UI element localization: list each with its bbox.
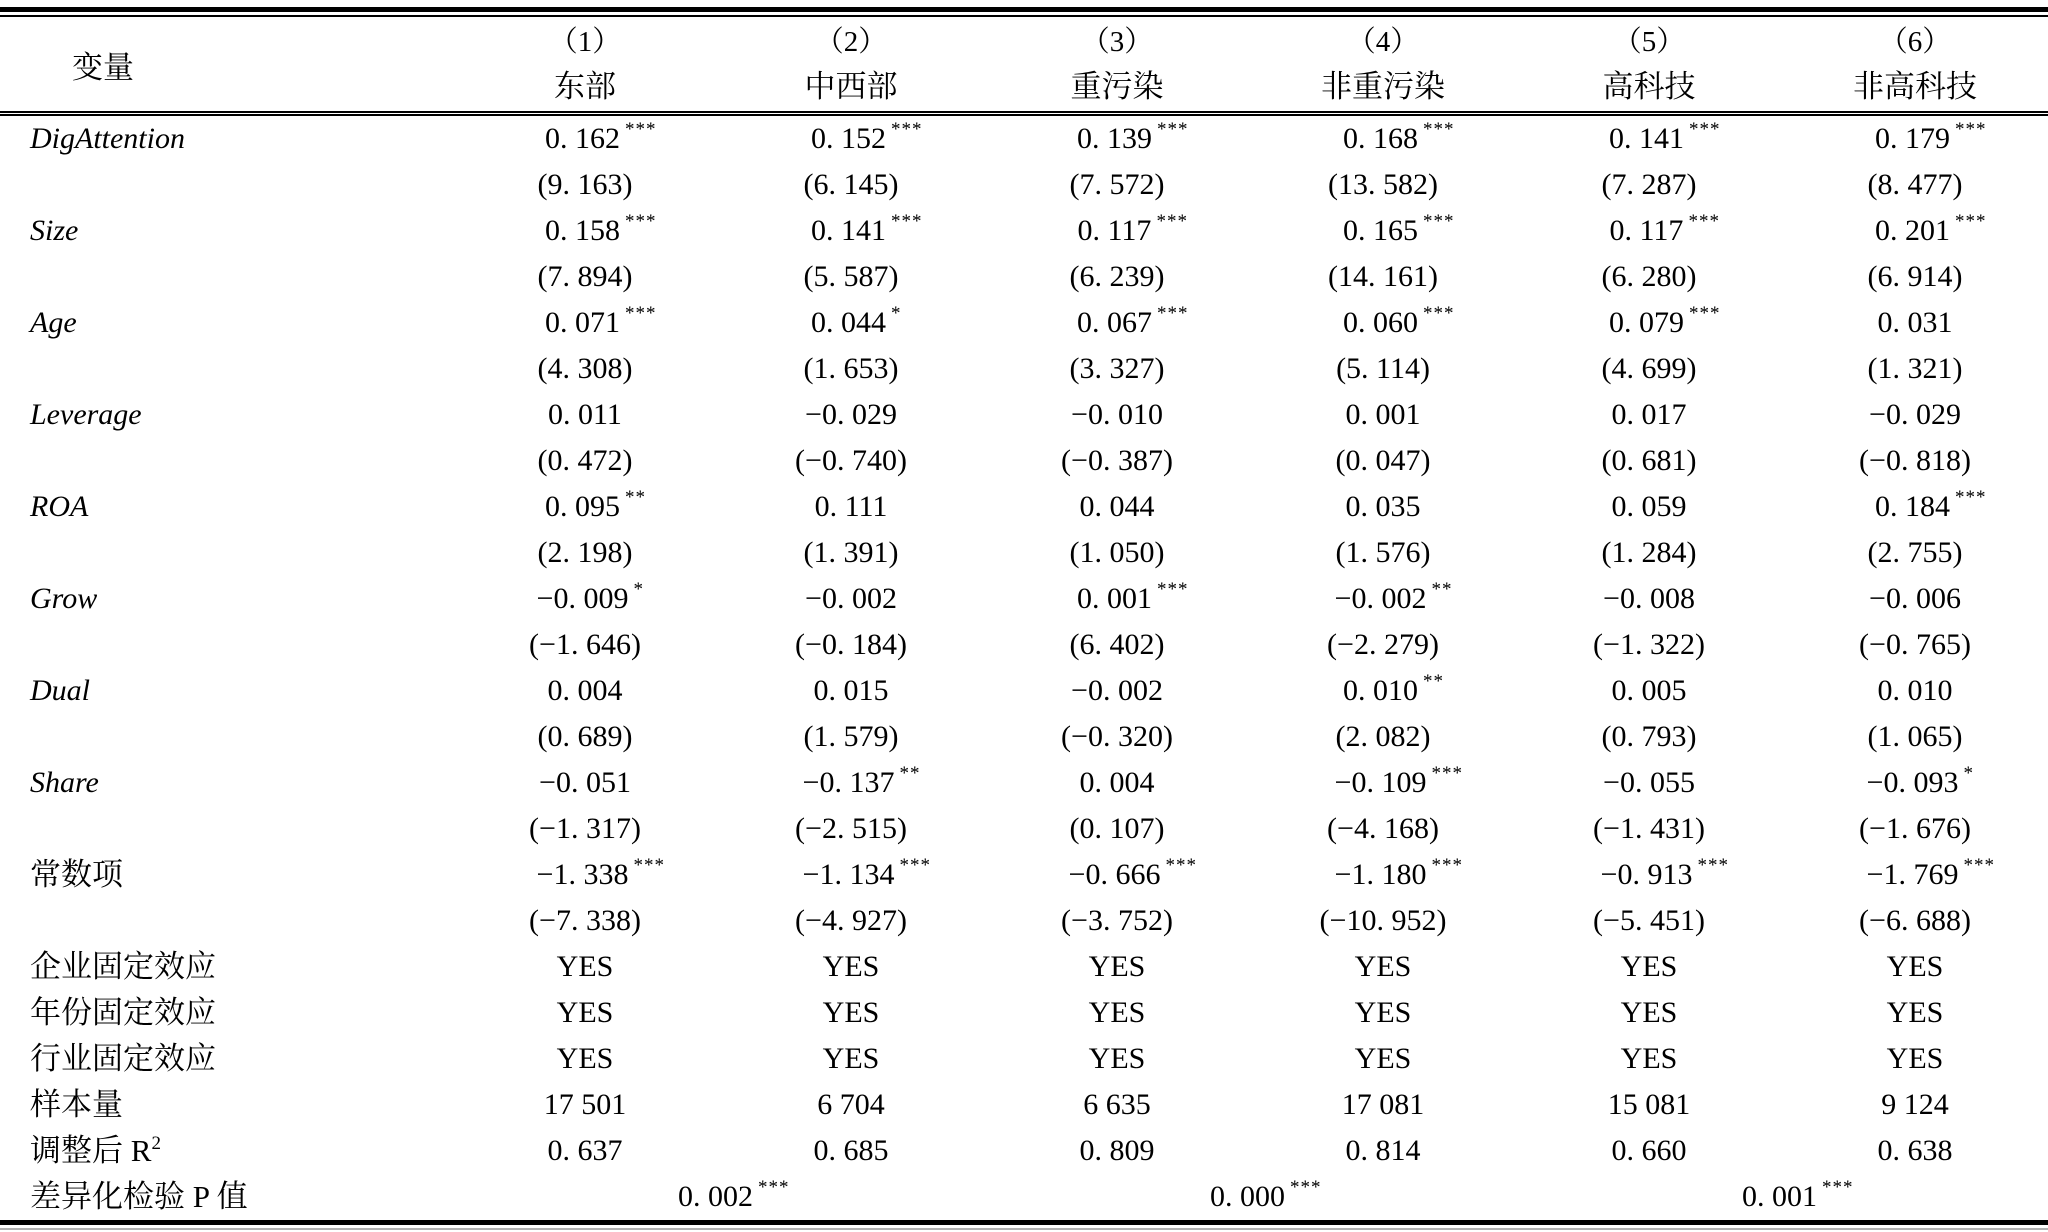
coefficient-cell: 0. 117 *** (1077, 211, 1188, 247)
stat-label: 样本量 (30, 1087, 123, 1122)
stat-cell: YES (822, 1042, 880, 1075)
tstat-cell: (1. 653) (803, 352, 899, 385)
stat-cell: YES (1354, 996, 1412, 1029)
coefficient-cell: 0. 015 (813, 674, 889, 707)
header-col-5 (1516, 17, 1782, 114)
header-col-2 (718, 17, 984, 114)
stat-label: 年份固定效应 (30, 995, 216, 1030)
tstat-cell: (−1. 317) (529, 812, 641, 845)
coefficient-cell: −0. 009 * (536, 579, 644, 615)
column-number: （6） (1878, 26, 1952, 58)
coefficient-cell: −0. 109 *** (1334, 763, 1463, 799)
stat-cell: YES (1886, 1042, 1944, 1075)
tstat-cell: (−0. 387) (1061, 444, 1173, 477)
column-label: 非重污染 (1321, 69, 1445, 104)
tstat-cell: (−10. 952) (1319, 904, 1447, 937)
tstat-cell: (7. 287) (1601, 168, 1697, 201)
tstat-cell: (−0. 818) (1859, 444, 1971, 477)
stat-row (0, 1036, 2048, 1082)
p-value-cell: 0. 000 *** (1210, 1177, 1322, 1213)
variable-label: DigAttention (30, 122, 185, 155)
coefficient-row (0, 484, 2048, 530)
coefficient-cell: 0. 031 (1877, 306, 1953, 339)
variable-label: Share (30, 766, 99, 799)
tstat-cell: (2. 198) (537, 536, 633, 569)
coefficient-cell: 0. 001 *** (1077, 579, 1189, 615)
coefficient-cell: 0. 201 *** (1875, 211, 1987, 247)
column-number: （3） (1080, 26, 1154, 58)
tstat-cell: (8. 477) (1867, 168, 1963, 201)
tstat-row (0, 438, 2048, 484)
bottom-rule-shadow (0, 1228, 2048, 1230)
tstat-cell: (13. 582) (1328, 168, 1438, 201)
stat-cell: YES (1354, 1042, 1412, 1075)
tstat-cell: (3. 327) (1069, 352, 1165, 385)
coefficient-cell: 0. 060 *** (1343, 303, 1455, 339)
coefficient-cell: −0. 093 * (1866, 763, 1974, 799)
column-number: （4） (1346, 26, 1420, 58)
coefficient-cell: −0. 006 (1869, 582, 1961, 615)
stat-cell: YES (1088, 950, 1146, 983)
coefficient-cell: −0. 002 (805, 582, 897, 615)
stat-cell: 0. 814 (1345, 1134, 1421, 1167)
coefficient-cell: −0. 008 (1603, 582, 1695, 615)
column-number: （2） (814, 26, 888, 58)
tstat-cell: (6. 280) (1601, 260, 1697, 293)
header-col-1 (452, 17, 718, 114)
coefficient-cell: 0. 095 ** (545, 487, 646, 523)
coefficient-cell: 0. 059 (1611, 490, 1687, 523)
coefficient-cell: 0. 111 (814, 490, 888, 523)
stat-label: 行业固定效应 (30, 1041, 216, 1076)
tstat-cell: (1. 391) (803, 536, 899, 569)
coefficient-cell: 0. 079 *** (1609, 303, 1721, 339)
stat-cell: YES (1620, 996, 1678, 1029)
tstat-cell: (1. 050) (1069, 536, 1165, 569)
coefficient-cell: 0. 152 *** (811, 119, 923, 155)
column-label: 高科技 (1602, 69, 1696, 104)
stat-row (0, 1128, 2048, 1174)
tstat-cell: (2. 755) (1867, 536, 1963, 569)
tstat-cell: (1. 576) (1335, 536, 1431, 569)
tstat-row (0, 714, 2048, 760)
bottom-rule-thick (0, 1220, 2048, 1225)
stat-row (0, 990, 2048, 1036)
tstat-cell: (4. 699) (1601, 352, 1697, 385)
coefficient-cell: 0. 044 (1079, 490, 1155, 523)
coefficient-cell: −1. 134 *** (802, 855, 931, 891)
tstat-cell: (−0. 184) (795, 628, 907, 661)
tstat-cell: (1. 065) (1867, 720, 1963, 753)
stat-cell: YES (1886, 950, 1944, 983)
column-label: 重污染 (1070, 69, 1164, 104)
variable-label: Dual (30, 674, 90, 707)
coefficient-cell: −0. 137 ** (802, 763, 921, 799)
tstat-cell: (0. 107) (1069, 812, 1165, 845)
coefficient-row (0, 392, 2048, 438)
tstat-cell: (−6. 688) (1859, 904, 1971, 937)
tstat-cell: (7. 572) (1069, 168, 1165, 201)
tstat-row (0, 530, 2048, 576)
tstat-row (0, 346, 2048, 392)
stat-cell: YES (1088, 1042, 1146, 1075)
superscript: 2 (151, 1133, 161, 1154)
coefficient-cell: −1. 769 *** (1866, 855, 1995, 891)
coefficient-cell: 0. 179 *** (1875, 119, 1987, 155)
coefficient-cell: 0. 044 * (811, 303, 902, 339)
stat-cell: YES (1088, 996, 1146, 1029)
stat-cell: YES (556, 950, 614, 983)
tstat-cell: (5. 587) (803, 260, 899, 293)
coefficient-cell: 0. 035 (1345, 490, 1421, 523)
tstat-cell: (6. 914) (1867, 260, 1963, 293)
header-col-3 (984, 17, 1250, 114)
tstat-cell: (−3. 752) (1061, 904, 1173, 937)
column-number: （5） (1612, 26, 1686, 58)
stat-label: 调整后 $R^2$ (30, 1133, 161, 1168)
tstat-cell: (−1. 322) (1593, 628, 1705, 661)
stat-cell: YES (1354, 950, 1412, 983)
column-label: 东部 (554, 69, 616, 104)
stat-cell: 17 081 (1341, 1088, 1425, 1121)
tstat-cell: (−0. 320) (1061, 720, 1173, 753)
empty-cell (0, 806, 452, 852)
coefficient-cell: 0. 165 *** (1343, 211, 1455, 247)
p-value-label: 差异化检验 P 值 (30, 1179, 248, 1214)
coefficient-cell: −1. 180 *** (1334, 855, 1463, 891)
coefficient-cell: −0. 002 ** (1334, 579, 1453, 615)
tstat-cell: (1. 321) (1867, 352, 1963, 385)
coefficient-cell: 0. 017 (1611, 398, 1687, 431)
coefficient-cell: 0. 168 *** (1343, 119, 1455, 155)
coefficient-cell: −0. 913 *** (1600, 855, 1729, 891)
tstat-cell: (−7. 338) (529, 904, 641, 937)
coefficient-row (0, 114, 2048, 163)
tstat-cell: (4. 308) (537, 352, 633, 385)
coefficient-cell: 0. 011 (548, 398, 622, 431)
top-rule-thick (0, 7, 2048, 12)
tstat-row (0, 806, 2048, 852)
coefficient-cell: 0. 139 *** (1077, 119, 1189, 155)
header-col-6 (1782, 17, 2048, 114)
tstat-cell: (−1. 676) (1859, 812, 1971, 845)
header-variable-label: 变量 (72, 49, 134, 85)
stat-cell: 0. 809 (1079, 1134, 1155, 1167)
header-col-4 (1250, 17, 1516, 114)
coefficient-cell: 0. 004 (547, 674, 623, 707)
stat-cell: 0. 660 (1611, 1134, 1687, 1167)
stat-cell: 0. 685 (813, 1134, 889, 1167)
column-label: 中西部 (804, 69, 898, 104)
empty-cell (0, 254, 452, 300)
coefficient-cell: −1. 338 *** (536, 855, 665, 891)
coefficient-cell: 0. 010 ** (1343, 671, 1444, 707)
tstat-cell: (6. 402) (1069, 628, 1165, 661)
column-number: （1） (548, 26, 622, 58)
tstat-cell: (−1. 646) (529, 628, 641, 661)
coefficient-row (0, 208, 2048, 254)
coefficient-row (0, 852, 2048, 898)
coefficient-cell: −0. 002 (1071, 674, 1163, 707)
tstat-row (0, 898, 2048, 944)
tstat-cell: (0. 472) (537, 444, 633, 477)
tstat-cell: (1. 284) (1601, 536, 1697, 569)
stat-cell: 0. 637 (547, 1134, 623, 1167)
tstat-cell: (1. 579) (803, 720, 899, 753)
empty-cell (0, 162, 452, 208)
stat-cell: YES (822, 950, 880, 983)
tstat-cell: (−4. 168) (1327, 812, 1439, 845)
stat-row (0, 944, 2048, 990)
coefficient-row (0, 668, 2048, 714)
coefficient-cell: 0. 010 (1877, 674, 1953, 707)
tstat-cell: (6. 145) (803, 168, 899, 201)
stat-cell: 17 501 (543, 1088, 627, 1121)
tstat-cell: (6. 239) (1069, 260, 1165, 293)
tstat-cell: (0. 689) (537, 720, 633, 753)
p-value-cell: 0. 002 *** (678, 1177, 790, 1213)
stat-cell: YES (1620, 950, 1678, 983)
empty-cell (0, 530, 452, 576)
stat-cell: YES (1620, 1042, 1678, 1075)
tstat-cell: (9. 163) (537, 168, 633, 201)
empty-cell (0, 438, 452, 484)
coefficient-cell: −0. 029 (1869, 398, 1961, 431)
header-row (0, 17, 2048, 114)
variable-label: Leverage (30, 398, 142, 431)
coefficient-cell: 0. 141 *** (811, 211, 923, 247)
tstat-cell: (0. 047) (1335, 444, 1431, 477)
p-value-cell: 0. 001 *** (1742, 1177, 1854, 1213)
variable-label: Age (30, 306, 77, 339)
stat-cell: YES (556, 996, 614, 1029)
empty-cell (0, 898, 452, 944)
coefficient-row (0, 576, 2048, 622)
variable-label: ROA (30, 490, 89, 523)
coefficient-cell: 0. 004 (1079, 766, 1155, 799)
tstat-cell: (5. 114) (1336, 352, 1430, 385)
tstat-cell: (14. 161) (1328, 260, 1438, 293)
tstat-cell: (7. 894) (537, 260, 633, 293)
column-label: 非高科技 (1853, 69, 1977, 104)
coefficient-cell: 0. 184 *** (1875, 487, 1987, 523)
tstat-cell: (−4. 927) (795, 904, 907, 937)
stat-cell: 0. 638 (1877, 1134, 1953, 1167)
stat-cell: YES (1886, 996, 1944, 1029)
empty-cell (0, 714, 452, 760)
p-value-row (0, 1174, 2048, 1220)
coefficient-cell: −0. 029 (805, 398, 897, 431)
tstat-cell: (0. 793) (1601, 720, 1697, 753)
tstat-cell: (−2. 279) (1327, 628, 1439, 661)
coefficient-cell: 0. 001 (1345, 398, 1421, 431)
coefficient-cell: 0. 005 (1611, 674, 1687, 707)
tstat-cell: (−1. 431) (1593, 812, 1705, 845)
stat-cell: 6 635 (1083, 1088, 1151, 1121)
stat-cell: YES (822, 996, 880, 1029)
variable-label: Grow (30, 582, 98, 615)
coefficient-row (0, 760, 2048, 806)
coefficient-cell: 0. 071 *** (545, 303, 657, 339)
tstat-cell: (0. 681) (1601, 444, 1697, 477)
tstat-cell: (2. 082) (1335, 720, 1431, 753)
stat-row (0, 1082, 2048, 1128)
coefficient-cell: 0. 162 *** (545, 119, 657, 155)
coefficient-cell: −0. 051 (539, 766, 631, 799)
coefficient-cell: 0. 141 *** (1609, 119, 1721, 155)
stat-cell: 15 081 (1607, 1088, 1691, 1121)
coefficient-cell: 0. 067 *** (1077, 303, 1189, 339)
tstat-cell: (−0. 740) (795, 444, 907, 477)
coefficient-cell: −0. 666 *** (1068, 855, 1197, 891)
variable-label: Size (30, 214, 79, 247)
coefficient-cell: −0. 055 (1603, 766, 1695, 799)
coefficient-cell: −0. 010 (1071, 398, 1163, 431)
empty-cell (0, 622, 452, 668)
tstat-row (0, 622, 2048, 668)
coefficient-row (0, 300, 2048, 346)
regression-table (0, 17, 2048, 1220)
tstat-cell: (−5. 451) (1593, 904, 1705, 937)
tstat-cell: (−2. 515) (795, 812, 907, 845)
stat-cell: 6 704 (817, 1088, 885, 1121)
stat-cell: 9 124 (1881, 1088, 1949, 1121)
coefficient-cell: 0. 117 *** (1609, 211, 1720, 247)
variable-label: 常数项 (30, 857, 123, 892)
tstat-row (0, 162, 2048, 208)
tstat-cell: (−0. 765) (1859, 628, 1971, 661)
table-body (0, 114, 2048, 1221)
tstat-row (0, 254, 2048, 300)
stat-cell: YES (556, 1042, 614, 1075)
empty-cell (0, 346, 452, 392)
stat-label: 企业固定效应 (30, 949, 216, 984)
coefficient-cell: 0. 158 *** (545, 211, 657, 247)
